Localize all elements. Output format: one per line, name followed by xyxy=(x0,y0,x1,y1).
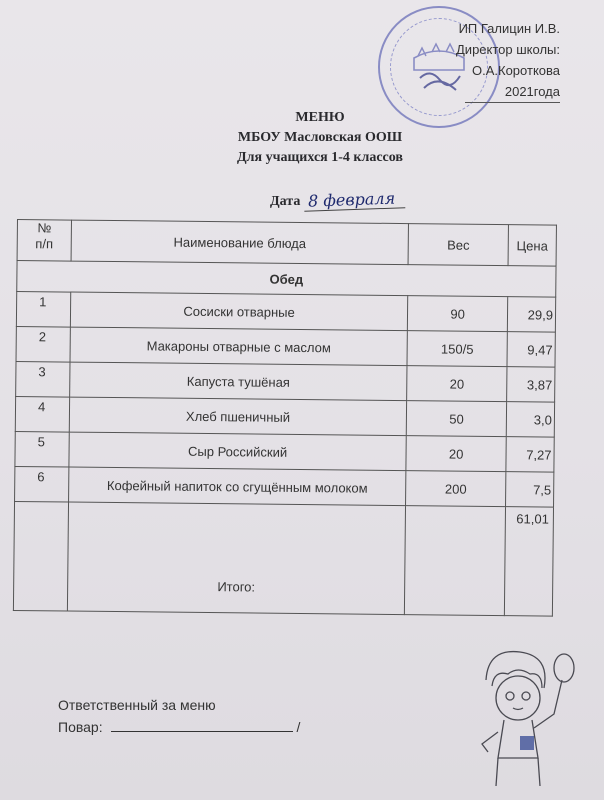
footer xyxy=(58,694,300,738)
row-number: 1 xyxy=(16,292,70,328)
dish-name: Сосиски отварные xyxy=(70,292,408,331)
dish-weight: 150/5 xyxy=(407,331,507,367)
dish-weight: 50 xyxy=(406,401,506,437)
header-dish-name: Наименование блюда xyxy=(71,220,409,265)
row-number: 4 xyxy=(15,396,69,432)
menu-table xyxy=(13,219,557,617)
table-row xyxy=(15,466,554,507)
school-name: МБОУ Масловская ООШ xyxy=(237,130,403,145)
row-number: 2 xyxy=(16,326,70,362)
cook-girl-drawing xyxy=(458,640,578,790)
cook-label: Повар: xyxy=(58,719,103,735)
approval-year: 2021года xyxy=(465,81,560,103)
menu-title: МЕНЮ xyxy=(295,110,345,125)
total-row xyxy=(13,501,553,616)
dish-price: 7,5 xyxy=(506,472,554,508)
audience-line: Для учащихся 1-4 классов xyxy=(237,150,403,165)
table-header-row xyxy=(17,220,556,267)
dish-price: 29,9 xyxy=(507,297,555,333)
date-label: Дата xyxy=(270,194,301,209)
dish-name: Капуста тушёная xyxy=(70,362,408,401)
approval-director-name: О.А.Короткова xyxy=(472,63,560,78)
table-row xyxy=(15,396,554,437)
dish-price: 9,47 xyxy=(507,332,555,368)
table-row xyxy=(16,292,555,333)
cook-signature-line xyxy=(111,719,293,732)
row-number: 3 xyxy=(16,361,70,397)
approval-entrepreneur: ИП Галицин И.В. xyxy=(458,21,560,36)
cook-slash: / xyxy=(296,719,301,735)
date-line xyxy=(270,190,405,210)
dish-weight: 20 xyxy=(407,366,507,402)
dish-price: 3,87 xyxy=(507,367,555,403)
dish-weight: 200 xyxy=(406,471,506,507)
dish-name: Сыр Российский xyxy=(69,432,407,471)
responsible-label: Ответственный за меню xyxy=(58,697,216,713)
table-row xyxy=(16,361,555,402)
table-row xyxy=(15,431,554,472)
row-number: 5 xyxy=(15,431,69,467)
dish-weight: 20 xyxy=(406,436,506,472)
total-empty-cell xyxy=(13,501,68,611)
dish-name: Хлеб пшеничный xyxy=(69,397,407,436)
total-value: 61,01 xyxy=(504,507,553,616)
dish-weight: 90 xyxy=(408,296,508,332)
menu-heading xyxy=(200,108,440,168)
dish-price: 7,27 xyxy=(506,437,554,473)
total-weight-cell xyxy=(405,506,506,616)
dish-name: Кофейный напиток со сгущённым молоком xyxy=(68,467,406,506)
date-value-handwritten: 8 февраля xyxy=(304,188,406,212)
total-label: Итого: xyxy=(67,502,405,615)
header-number: № п/п xyxy=(17,220,71,262)
approval-position: Директор школы: xyxy=(456,42,560,57)
header-price: Цена xyxy=(508,225,556,267)
table-row xyxy=(16,326,555,367)
dish-name: Макароны отварные с маслом xyxy=(70,327,408,366)
row-number: 6 xyxy=(15,466,69,502)
approval-block xyxy=(456,18,560,103)
dish-price: 3,0 xyxy=(506,402,554,438)
header-weight: Вес xyxy=(408,224,508,266)
section-title: Обед xyxy=(17,261,556,298)
